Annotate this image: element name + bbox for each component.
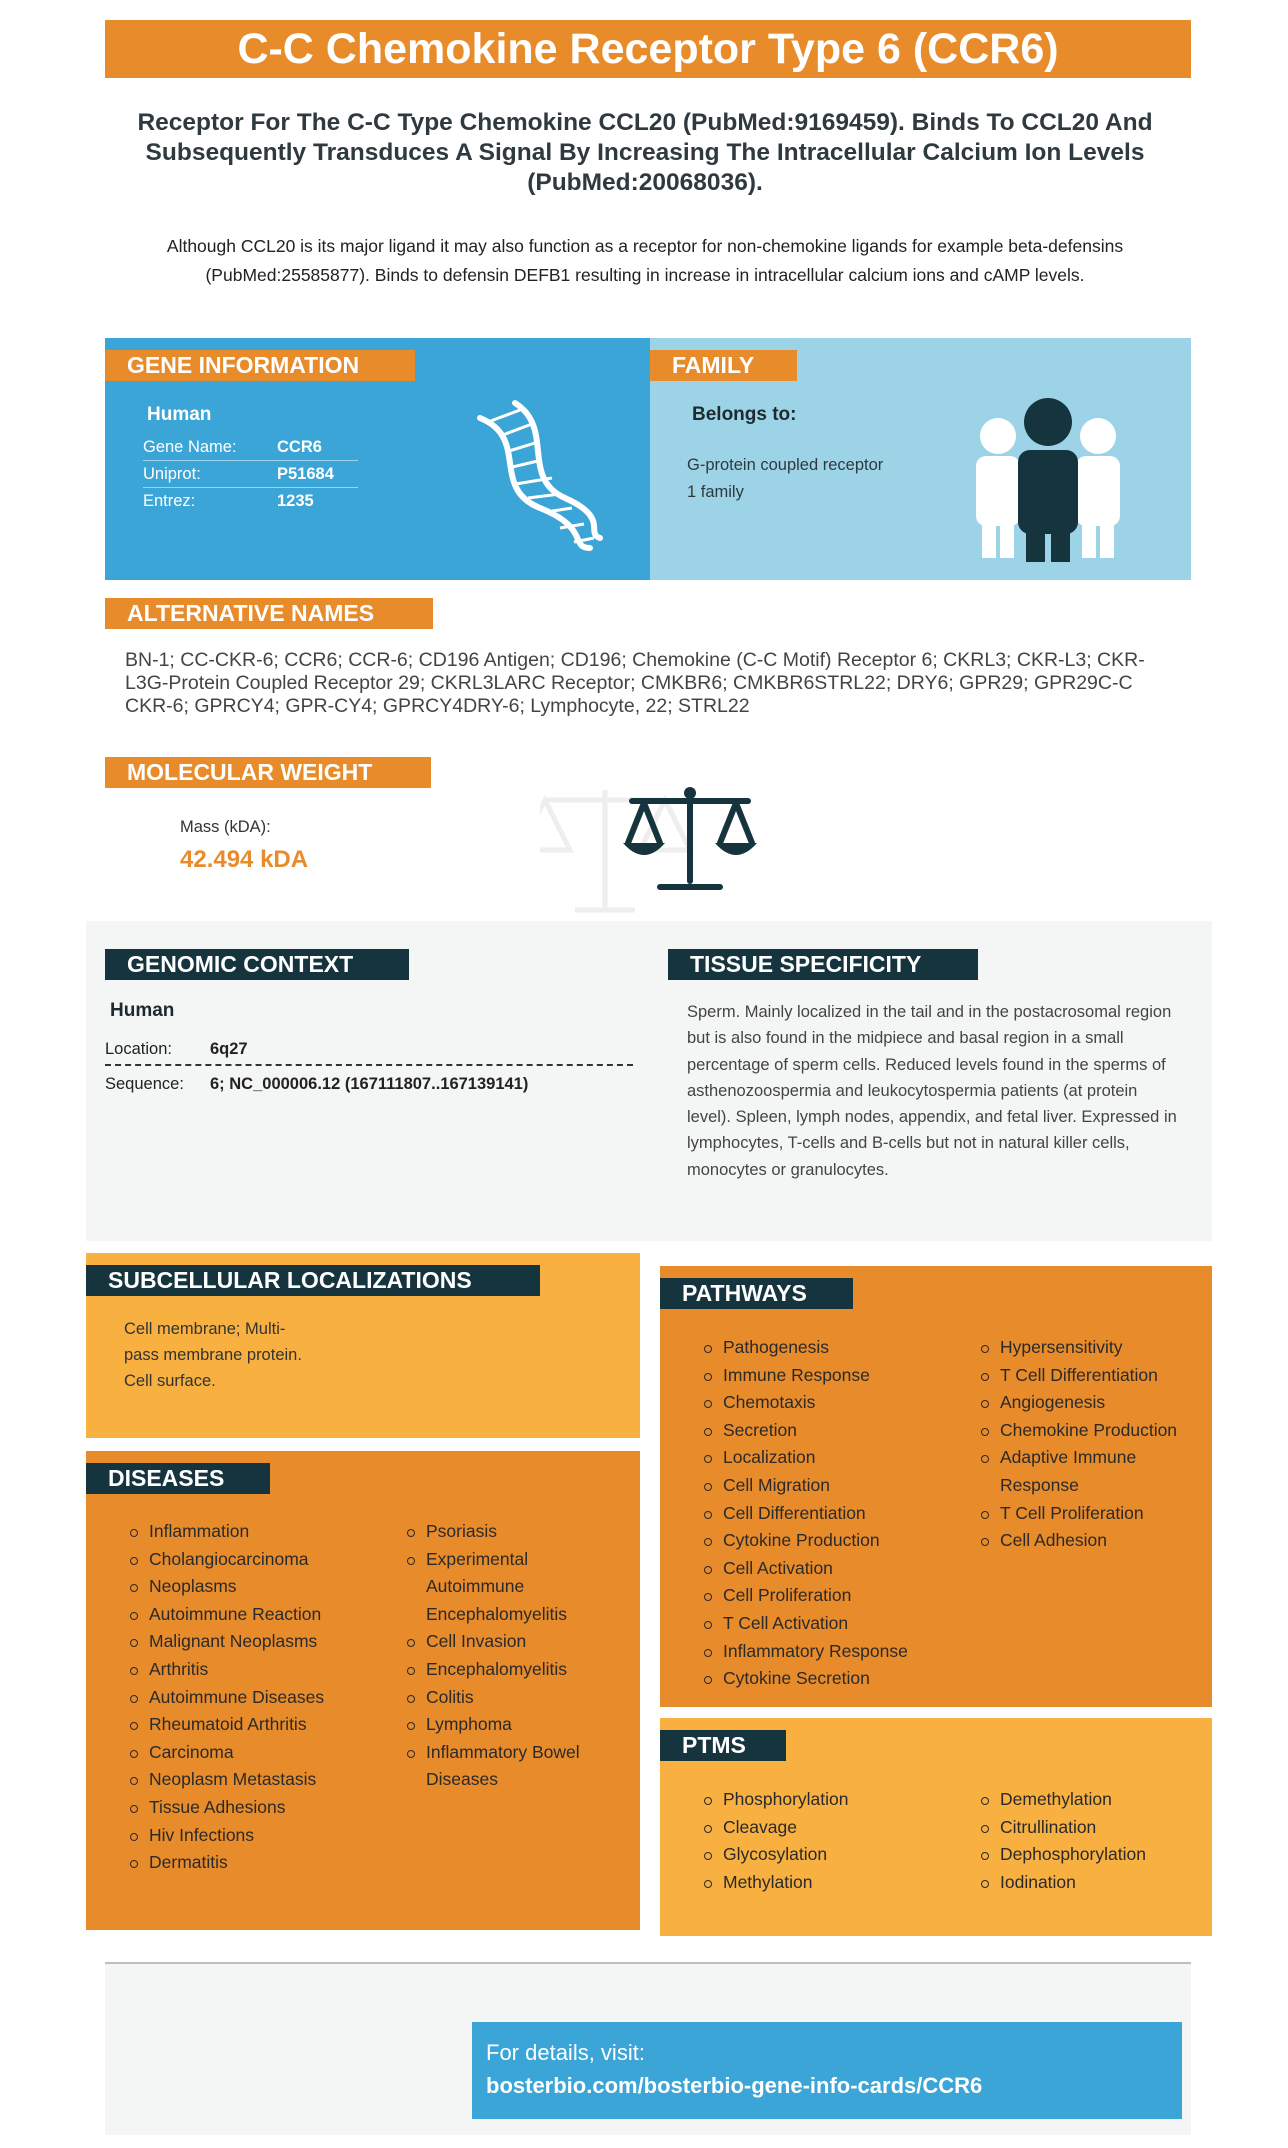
details-link-label: For details, visit: [486, 2040, 645, 2065]
subcellular-line-2: pass membrane protein. [124, 1346, 302, 1364]
list-item: Immune Response [701, 1362, 971, 1390]
list-item: Cell Differentiation [701, 1500, 971, 1528]
list-item: Hypersensitivity [978, 1334, 1208, 1362]
details-link-url[interactable]: bosterbio.com/bosterbio-gene-info-cards/CCR6 [486, 2073, 983, 2098]
list-item: Autoimmune Reaction [127, 1601, 387, 1629]
scale-icon [620, 785, 760, 895]
sequence-key: Sequence: [105, 1075, 184, 1093]
ptms-list-2 [978, 1786, 1208, 1896]
diseases-list-1 [127, 1518, 387, 1877]
mass-label: Mass (kDA): [180, 818, 271, 836]
entrez-row [143, 488, 358, 515]
list-item: Secretion [701, 1417, 971, 1445]
list-item: Cell Invasion [404, 1628, 634, 1656]
family-label: FAMILY [650, 350, 797, 381]
list-item-line: Response [1000, 1474, 1079, 1495]
list-item: Chemokine Production [978, 1417, 1208, 1445]
family-line-2: 1 family [687, 483, 744, 501]
list-item: Neoplasms [127, 1573, 387, 1601]
list-item: Rheumatoid Arthritis [127, 1711, 387, 1739]
list-item [404, 1546, 634, 1629]
gene-name-value: CCR6 [277, 438, 322, 456]
subcellular-line-1: Cell membrane; Multi- [124, 1320, 286, 1338]
list-item: Angiogenesis [978, 1389, 1208, 1417]
list-item: T Cell Proliferation [978, 1500, 1208, 1528]
pathways-label: PATHWAYS [660, 1278, 853, 1309]
genomic-context-label: GENOMIC CONTEXT [105, 949, 409, 980]
list-item: Inflammatory Response [701, 1638, 971, 1666]
subcellular-label: SUBCELLULAR LOCALIZATIONS [86, 1265, 540, 1296]
pathways-list-1 [701, 1334, 971, 1693]
list-item: Methylation [701, 1869, 971, 1897]
list-item: Phosphorylation [701, 1786, 971, 1814]
molecular-weight-label: MOLECULAR WEIGHT [105, 757, 431, 788]
gene-information-label: GENE INFORMATION [105, 350, 415, 381]
gene-info-table [143, 434, 363, 524]
list-item: Tissue Adhesions [127, 1794, 387, 1822]
tissue-specificity-label: TISSUE SPECIFICITY [668, 949, 978, 980]
family-line-1: G-protein coupled receptor [687, 456, 884, 474]
gene-name-row [143, 434, 358, 461]
location-value: 6q27 [210, 1040, 248, 1058]
list-item: T Cell Activation [701, 1610, 971, 1638]
entrez-key: Entrez: [143, 492, 196, 510]
list-item: Demethylation [978, 1786, 1208, 1814]
tissue-specificity-text: Sperm. Mainly localized in the tail and in the postacrosomal region but is also found in the midpiece and basal region in a small percentage of sperm cells. Reduced levels found in the sperms of asthenozoospermia and leukocytospermia patients (at protein level). Spleen, lymph nodes, appendix, and fetal liver. Expressed in lymphocytes, T-cells and B-cells but not in natural killer cells, monocytes or granulocytes. [687, 1003, 1177, 1179]
ptms-list-1 [701, 1786, 971, 1896]
family-description [687, 452, 883, 506]
list-item: Glycosylation [701, 1841, 971, 1869]
list-item: Cell Proliferation [701, 1582, 971, 1610]
list-item: Cytokine Secretion [701, 1665, 971, 1693]
function-detail: Although CCL20 is its major ligand it may also function as a receptor for non-chemokine ligands for example beta-defensins (PubMed:25585877). Binds to defensin DEFB1 resulting in increase in intracellular calcium ions and cAMP levels. [166, 236, 1124, 285]
sequence-value: 6; NC_000006.12 (167111807..167139141) [210, 1075, 529, 1093]
uniprot-row [143, 461, 358, 488]
list-item: Dermatitis [127, 1849, 387, 1877]
list-item-line: Adaptive Immune [1000, 1447, 1137, 1468]
gene-information-panel [105, 338, 650, 580]
family-belongs-label: Belongs to: [692, 404, 797, 425]
list-item: Neoplasm Metastasis [127, 1766, 387, 1794]
list-item: Encephalomyelitis [404, 1656, 634, 1684]
alternative-names-text: BN-1; CC-CKR-6; CCR6; CCR-6; CD196 Antigen; CD196; Chemokine (C-C Motif) Receptor 6; CKRL3; CKR-L3; CKR-L3G-Protein Coupled Receptor 29; CKRL3LARC Receptor; CMKBR6; CMKBR6STRL22; DRY6; GPR29; GPR29C-C CKR-6; GPRCY4; GPR-CY4; GPRCY4DRY-6; Lymphocyte, 22; STRL22 [125, 649, 1145, 717]
gene-name-key: Gene Name: [143, 438, 237, 456]
list-item: Colitis [404, 1684, 634, 1712]
list-item-line: Autoimmune [426, 1576, 525, 1597]
alternative-names-label: ALTERNATIVE NAMES [105, 598, 433, 629]
mass-value: 42.494 kDA [180, 846, 309, 873]
list-item: Cytokine Production [701, 1527, 971, 1555]
list-item: Lymphoma [404, 1711, 634, 1739]
list-item [978, 1444, 1208, 1499]
people-icon [968, 398, 1128, 563]
list-item-line: Inflammatory Bowel [426, 1741, 580, 1762]
list-item: Carcinoma [127, 1739, 387, 1767]
uniprot-key: Uniprot: [143, 465, 201, 483]
list-item-line: Diseases [426, 1769, 498, 1790]
list-item [404, 1739, 634, 1794]
diseases-list-2 [404, 1518, 634, 1794]
entrez-value: 1235 [277, 492, 314, 510]
location-key: Location: [105, 1040, 172, 1058]
gene-species: Human [147, 404, 212, 425]
dna-icon [460, 398, 610, 558]
subcellular-line-3: Cell surface. [124, 1372, 216, 1390]
list-item: Iodination [978, 1869, 1208, 1897]
ptms-label: PTMS [660, 1730, 786, 1761]
pathways-list-2 [978, 1334, 1208, 1555]
list-item: T Cell Differentiation [978, 1362, 1208, 1390]
list-item: Cleavage [701, 1814, 971, 1842]
family-panel [650, 338, 1191, 580]
list-item: Hiv Infections [127, 1822, 387, 1850]
list-item: Dephosphorylation [978, 1841, 1208, 1869]
list-item-line: Experimental [426, 1548, 529, 1569]
list-item-line: Encephalomyelitis [426, 1603, 568, 1624]
list-item: Autoimmune Diseases [127, 1684, 387, 1712]
page-title: C-C Chemokine Receptor Type 6 (CCR6) [105, 20, 1191, 78]
details-link[interactable] [472, 2022, 1182, 2119]
subcellular-text [124, 1316, 302, 1394]
list-item: Cell Migration [701, 1472, 971, 1500]
genomic-divider [105, 1064, 633, 1066]
list-item: Chemotaxis [701, 1389, 971, 1417]
list-item: Localization [701, 1444, 971, 1472]
list-item: Citrullination [978, 1814, 1208, 1842]
list-item: Inflammation [127, 1518, 387, 1546]
list-item: Pathogenesis [701, 1334, 971, 1362]
function-summary: Receptor For The C-C Type Chemokine CCL20 (PubMed:9169459). Binds To CCL20 And Subsequently Transduces A Signal By Increasing The Intracellular Calcium Ion Levels (PubMed:20068036). [137, 109, 1153, 196]
list-item: Cholangiocarcinoma [127, 1546, 387, 1574]
list-item: Arthritis [127, 1656, 387, 1684]
list-item: Cell Activation [701, 1555, 971, 1583]
diseases-label: DISEASES [86, 1463, 270, 1494]
genomic-species: Human [110, 1000, 175, 1021]
list-item: Psoriasis [404, 1518, 634, 1546]
list-item: Cell Adhesion [978, 1527, 1208, 1555]
list-item: Malignant Neoplasms [127, 1628, 387, 1656]
uniprot-value: P51684 [277, 465, 334, 483]
